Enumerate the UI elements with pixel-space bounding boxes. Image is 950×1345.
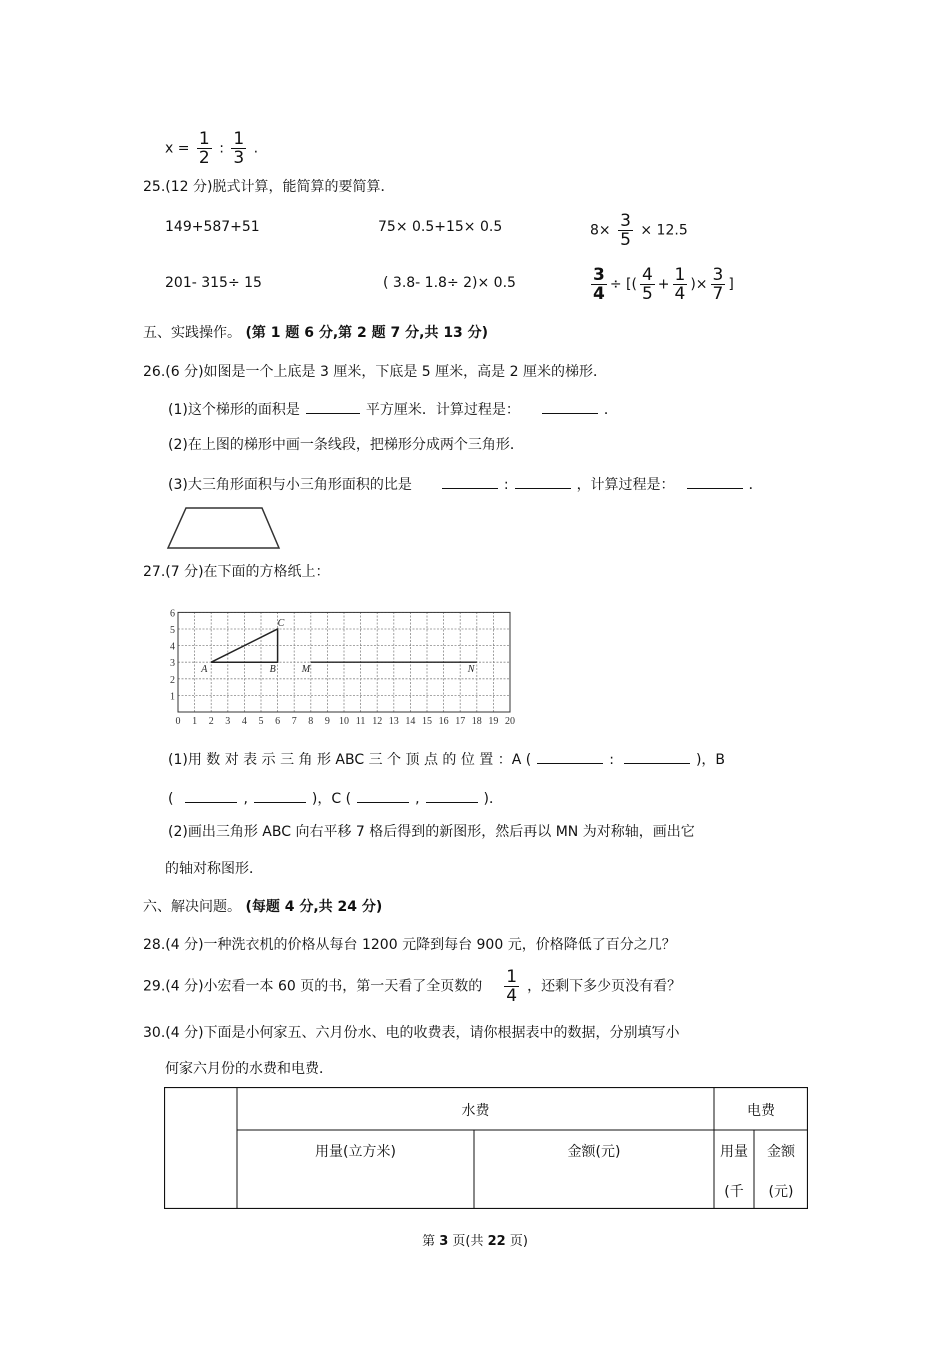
point-label-b: B	[269, 664, 276, 676]
answer-blank[interactable]	[687, 474, 743, 489]
answer-blank[interactable]	[254, 788, 306, 803]
x-tick-label: 4	[241, 716, 247, 727]
answer-blank[interactable]	[185, 788, 237, 803]
q27-part2-cont: 的轴对称图形．	[165, 861, 263, 877]
answer-blank[interactable]	[357, 788, 409, 803]
q25-title: 25.(12 分)脱式计算，能简算的要简算．	[143, 179, 395, 195]
q30-line1: 30.(4 分)下面是小何家五、六月份水、电的收费表，请你根据表中的数据，分别填写小	[143, 1025, 680, 1041]
x-tick-label: 5	[258, 716, 264, 727]
x-tick-label: 1	[192, 716, 198, 727]
x-tick-label: 0	[175, 716, 181, 727]
x-tick-label: 11	[355, 716, 366, 727]
answer-blank[interactable]	[306, 399, 360, 414]
x-tick-label: 7	[291, 716, 297, 727]
point-label-m: M	[301, 664, 311, 676]
q25-expr-b: 75× 0.5+15× 0.5	[378, 219, 503, 235]
q25-expr-e: ( 3.8- 1.8÷ 2)× 0.5	[383, 275, 516, 291]
answer-blank[interactable]	[515, 474, 571, 489]
trapezoid-figure	[164, 504, 284, 552]
q27-part1-cont: ( , )，C ( , )．	[168, 788, 503, 808]
point-label-c: C	[277, 618, 285, 629]
x-tick-label: 15	[422, 716, 432, 727]
top-equation: x = $\frac{1}{2}$ : $\frac{1}{3}$ .	[165, 129, 259, 168]
section-5-heading: 五、实践操作。 (第 1 题 6 分,第 2 题 7 分,共 13 分)	[143, 325, 489, 341]
point-label-n: N	[467, 664, 475, 676]
q25-expr-d: 201- 315÷ 15	[165, 275, 262, 291]
x-tick-label: 9	[324, 716, 330, 727]
y-tick-label: 6	[170, 608, 175, 620]
fraction: $\frac{1}{2}$	[198, 129, 210, 168]
x-tick-label: 8	[308, 716, 314, 727]
x-tick-label: 16	[438, 716, 449, 727]
q28: 28.(4 分)一种洗衣机的价格从每台 1200 元降到每台 900 元，价格降低了百分之几？	[143, 937, 676, 953]
x-tick-label: 10	[339, 716, 349, 727]
x-tick-label: 2	[208, 716, 214, 727]
q26-part3: (3)大三角形面积与小三角形面积的比是 : ，计算过程是： ．	[168, 474, 763, 494]
q27-title: 27.(7 分)在下面的方格纸上：	[143, 564, 330, 580]
q27-part2: (2)画出三角形 ABC 向右平移 7 格后得到的新图形，然后再以 MN 为对称轴，画出它	[168, 824, 695, 840]
y-tick-label: 2	[170, 674, 175, 686]
q29: 29.(4 分)小宏看一本 60 页的书，第一天看了全页数的 $\frac{1}{4}$ ，还剩下多少页没有看？	[143, 967, 682, 1006]
y-tick-label: 3	[170, 658, 175, 670]
y-tick-label: 5	[170, 625, 175, 636]
y-tick-label: 4	[170, 641, 175, 653]
water-fee-header: 水费	[461, 1103, 490, 1119]
elec-usage-header: 用量 (千	[720, 1144, 748, 1200]
point-label-a: A	[201, 664, 208, 676]
eq-prefix: x =	[165, 140, 190, 157]
elec-amount-header: 金额 (元)	[767, 1144, 795, 1200]
answer-blank[interactable]	[542, 399, 598, 414]
x-tick-label: 17	[455, 716, 466, 727]
y-tick-label: 1	[170, 691, 175, 703]
q27-part1: (1)用 数 对 表 示 三 角 形 ABC 三 个 顶 点 的 位 置 ：A ( : )，B	[168, 749, 725, 769]
q25-expr-a: 149+587+51	[165, 219, 260, 235]
water-amount-header: 金额(元)	[567, 1144, 621, 1160]
x-tick-label: 18	[471, 716, 482, 727]
q25-expr-c: 8× $\frac{3}{5}$ × 12.5	[590, 211, 688, 250]
water-usage-header: 用量(立方米)	[315, 1144, 396, 1160]
page-footer: 第 3 页(共 22 页)	[422, 1234, 528, 1249]
x-tick-label: 19	[488, 716, 499, 727]
grid-paper	[168, 600, 530, 728]
fee-table	[164, 1087, 808, 1209]
q25-expr-f: $\frac{3}{4}$ ÷ [( $\frac{4}{5}$ + $\frac{1}{4}$ )× $\frac{3}{7}$ ]	[593, 265, 734, 304]
answer-blank[interactable]	[537, 749, 603, 764]
section-6-heading: 六、解决问题。 (每题 4 分,共 24 分)	[143, 899, 383, 915]
x-tick-label: 13	[388, 716, 399, 727]
q30-line2: 何家六月份的水费和电费．	[165, 1061, 333, 1077]
answer-blank[interactable]	[624, 749, 690, 764]
x-tick-label: 20	[505, 716, 515, 727]
q26-part2: (2)在上图的梯形中画一条线段，把梯形分成两个三角形．	[168, 437, 524, 453]
answer-blank[interactable]	[442, 474, 498, 489]
fraction: $\frac{1}{3}$	[233, 129, 245, 168]
x-tick-label: 6	[275, 716, 281, 727]
x-tick-label: 3	[225, 716, 231, 727]
q26-part1: (1)这个梯形的面积是 平方厘米．计算过程是： ．	[168, 399, 618, 419]
electricity-fee-header: 电费	[747, 1103, 775, 1119]
x-tick-label: 14	[405, 716, 416, 727]
q26-title: 26.(6 分)如图是一个上底是 3 厘米，下底是 5 厘米，高是 2 厘米的梯形．	[143, 364, 607, 380]
x-tick-label: 12	[372, 716, 383, 727]
answer-blank[interactable]	[426, 788, 478, 803]
